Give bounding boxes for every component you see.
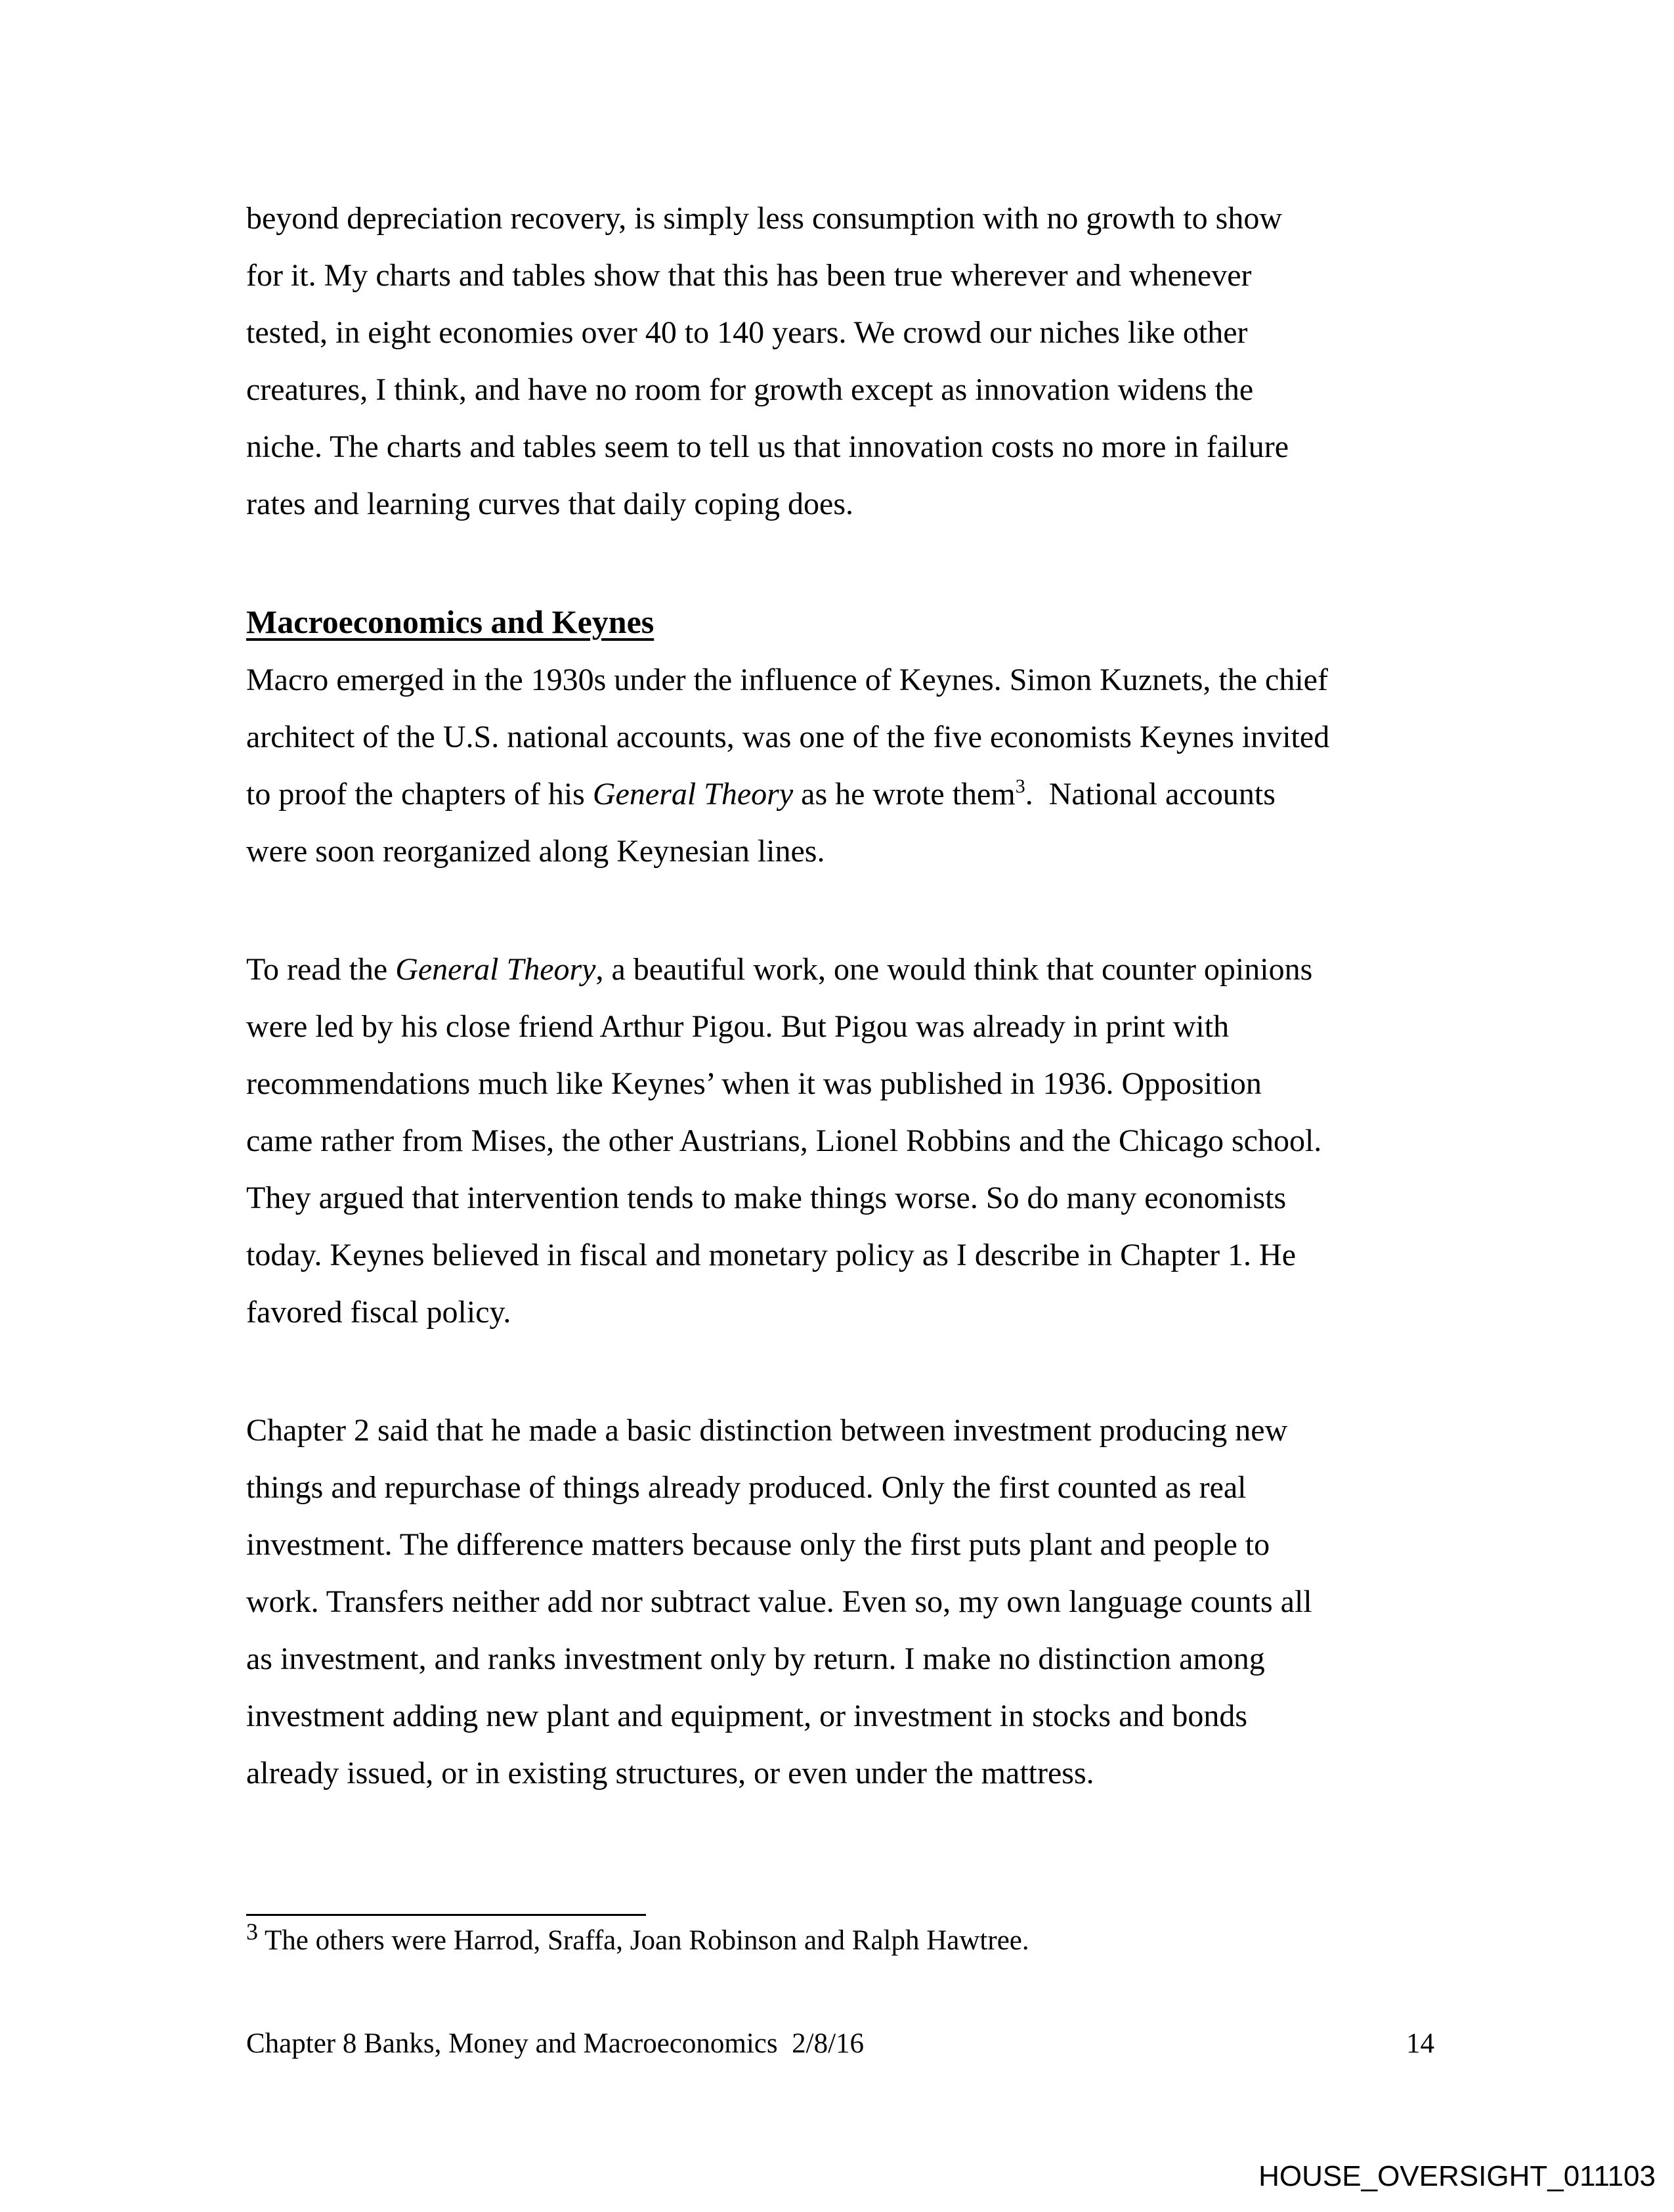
text-segment: were soon reorganized along Keynesian lines. [246,834,825,869]
text-segment: came rather from Mises, the other Austrians, Lionel Robbins and the Chicago school. [246,1123,1322,1158]
paragraph [246,941,1438,1341]
text-segment: To read the [246,952,396,987]
text-line [246,418,1438,475]
text-segment: already issued, or in existing structures, or even under the mattress. [246,1756,1094,1790]
superscript-ref: 3 [1015,775,1025,797]
text-segment: . National accounts [1025,777,1276,812]
text-line [246,1402,1438,1459]
paragraph [246,190,1438,532]
page-number: 14 [1406,2028,1434,2059]
text-line [246,247,1438,304]
text-line [246,190,1438,247]
text-segment: niche. The charts and tables seem to tell us that innovation costs no more in failure [246,429,1289,464]
text-segment: favored fiscal policy. [246,1295,511,1330]
text-line [246,1687,1438,1745]
text-segment: as he wrote them [793,777,1016,812]
text-line [246,766,1438,823]
text-segment: today. Keynes believed in fiscal and monetary policy as I describe in Chapter 1. He [246,1238,1297,1272]
text-segment: creatures, I think, and have no room for growth except as innovation widens the [246,372,1254,407]
text-segment: for it. My charts and tables show that this has been true wherever and whenever [246,258,1252,293]
text-segment: beyond depreciation recovery, is simply less consumption with no growth to show [246,201,1282,236]
text-line [246,594,654,651]
text-line [246,1284,1438,1341]
text-segment: , a beautiful work, one would think that counter opinions [595,952,1313,987]
footnote-separator [246,1914,646,1916]
text-segment: recommendations much like Keynes’ when it was published in 1936. Opposition [246,1066,1262,1101]
text-segment: investment. The difference matters because only the first puts plant and people to [246,1527,1270,1562]
paragraph [246,1402,1438,1802]
text-segment: to proof the chapters of his [246,777,593,812]
text-segment: Macroeconomics and Keynes [246,603,655,640]
text-line [246,1573,1438,1630]
text-line [246,1169,1438,1226]
text-line [246,708,1438,766]
text-segment: Chapter 2 said that he made a basic distinction between investment producing new [246,1413,1288,1448]
text-segment: architect of the U.S. national accounts, was one of the five economists Keynes invited [246,720,1330,754]
text-line [246,941,1438,998]
text-line [246,1055,1438,1112]
text-line [246,361,1438,418]
text-segment: tested, in eight economies over 40 to 140 years. We crowd our niches like other [246,315,1248,350]
text-segment: General Theory [395,952,596,987]
text-line [246,304,1438,361]
text-segment: They argued that intervention tends to make things worse. So do many economists [246,1181,1287,1215]
text-line [246,998,1438,1055]
footnote-marker: 3 [246,1919,258,1945]
text-segment: things and repurchase of things already produced. Only the first counted as real [246,1470,1247,1505]
text-line [246,1226,1438,1284]
text-line [246,1745,1438,1802]
footer-title: Chapter 8 Banks, Money and Macroeconomics 2/8/16 [246,2028,865,2059]
text-line [246,1459,1438,1516]
footnote-text-line [246,1921,1438,1961]
text-line [246,1516,1438,1573]
text-line [246,475,1438,532]
paragraph [246,651,1438,880]
text-segment: as investment, and ranks investment only by return. I make no distinction among [246,1641,1265,1676]
text-line [246,823,1438,880]
text-segment: investment adding new plant and equipment, or investment in stocks and bonds [246,1699,1248,1733]
text-line [246,651,1438,708]
bates-stamp: HOUSE_OVERSIGHT_011103 [1258,2160,1656,2192]
footnote-text: The others were Harrod, Sraffa, Joan Robinson and Ralph Hawtree. [264,1925,1029,1956]
text-segment: Macro emerged in the 1930s under the influence of Keynes. Simon Kuznets, the chief [246,662,1328,697]
document-body [246,190,1438,1802]
section-heading [246,594,1438,651]
footnote [246,1914,1438,1961]
page-footer [246,2024,1434,2064]
text-segment: were led by his close friend Arthur Pigou. But Pigou was already in print with [246,1009,1230,1044]
text-line [246,1630,1438,1687]
text-segment: work. Transfers neither add nor subtract value. Even so, my own language counts all [246,1584,1312,1619]
text-segment: rates and learning curves that daily coping does. [246,487,854,521]
text-line [246,1112,1438,1169]
text-segment: General Theory [592,777,794,812]
